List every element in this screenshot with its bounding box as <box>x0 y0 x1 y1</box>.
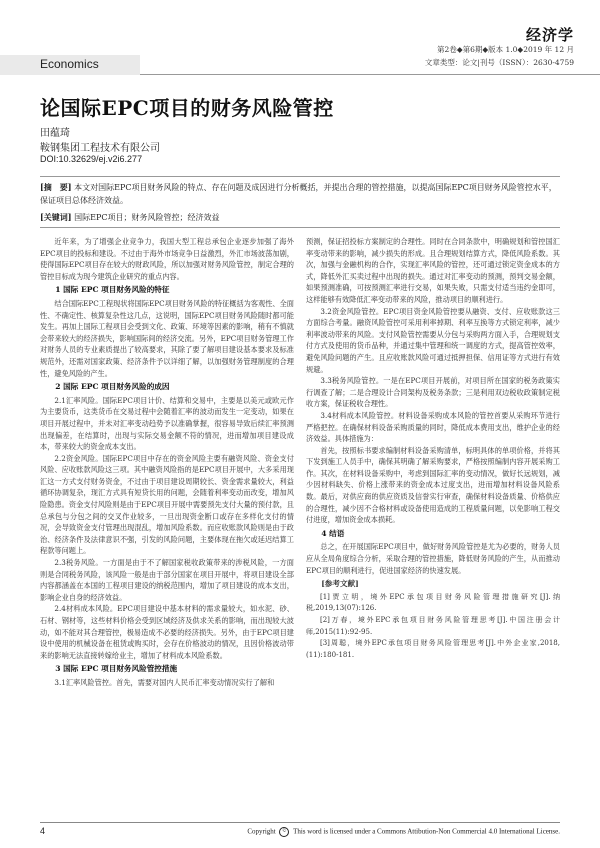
copyright-text: This word is licensed under a Commons Attibution-Non Commercial 4.0 International License. <box>293 827 560 836</box>
article-code-line: 文章类型：论文|刊号（ISSN）：2630-4759 <box>424 58 574 67</box>
section-heading-1: 1 国际 EPC 项目财务风险的特征 <box>55 285 170 295</box>
header-rule <box>140 74 600 75</box>
author-affiliation: 鞍钢集团工程技术有限公司 <box>40 143 160 154</box>
footer-rule <box>40 822 560 823</box>
abstract <box>40 181 560 207</box>
reference-item: [1]贾立明，境外EPC承包项目财务风险管理措施研究[J].纳税,2019,13(07):126. <box>306 592 560 613</box>
section-heading-4: 4 结语 <box>321 528 345 538</box>
paragraph: 结合国际EPC工程现状将国际EPC项目财务风险的特征概括为客观性、全面性、不确定性、核算复杂性这几点，这说明，国际EPC项目财务风险随时都可能发生。再加上国际工程项目会受到文化、政策、环境等因素的影响，稍有不慎就会带来较大的经济损失，影响国际间的经济交流。另外，EPC项目财务管理工作对财务人员的专业素质提出了较高要求，其除了要了解项目建设基本要求及标准规范外，还需对国家政策、经济条件予以详细了解，以加强财务管理制度的合理性，避免风险的产生。 <box>40 298 294 378</box>
paragraph: 2.4材料成本风险。EPC项目建设中基本材料的需求量较大，如水泥、砂、石材、钢材等，这些材料价格会受到区域经济及供求关系的影响，而出现较大波动，如不能对其合理管控，极易造成不必要的经济损失。另外，由于EPC项目建设中使用的机械设备在租赁或购买时，会存在价格波动的情况，且因价格波动带来的影响无法直接转嫁给业主，增加了材料成本风险系数。 <box>40 604 294 660</box>
page-header <box>0 0 600 75</box>
section-heading-2: 2 国际 EPC 项目财务风险的成因 <box>55 382 170 392</box>
reference-item: [2]万春，境外EPC承包项目财务风险管理思考[J].中国注册会计师,2015(11):92-95. <box>306 616 560 636</box>
paragraph: 3.2资金风险管控。EPC项目资金风险管控要从融资、支付、应收账款这三方面综合考量。融资风险管控可采用利率掉期、利率互换等方式锁定利率，减少利率波动带来的风险。支付风险管控需要从分包与采购两方面入手，合理规划支付方式及使用的货币品种，并通过集中管理和统一调度的方式，提高管控效率，避免风险问题的产生。且应收账款风险可通过抵押担保、信用证等方式进行有效规避。 <box>306 306 560 374</box>
abstract-text: 本文对国际EPC项目财务风险的特点、存在问题及成因进行分析概括，并提出合理的管控措施，以提高国际EPC项目财务风险管控水平，保证项目总体经济效益。 <box>40 183 557 205</box>
paragraph: 3.1汇率风险管控。首先，需要对国内人民币汇率变动情况实行了解和 <box>54 677 275 687</box>
keywords <box>40 212 560 223</box>
body-column-right <box>306 236 560 661</box>
paragraph: 2.3税务风险。一方面是由于不了解国家税收政策带来的涉税风险，一方面则是合同税务风险，该风险一般是由于部分国家在项目开展中，将项目建设全部内容都涵盖在本国的工程项目建设的纳税范围内，增加了项目建设的成本支出，影响企业自身的经济效益。 <box>40 558 294 602</box>
keywords-label: [关键词] <box>40 212 72 222</box>
abstract-label: [摘 要] <box>40 182 72 192</box>
intro-paragraph: 近年来，为了增强企业竞争力，我国大型工程总承包企业逐步加强了海外EPC项目的投标和建设。不过由于海外市场竞争日益激烈，外汇市场波荡加剧，使得国际EPC项目存在较大的财政风险，所以加强对财务风险管控，制定合理的管控目标成为现今建筑企业研究的重点内容。 <box>40 237 294 281</box>
paragraph: 3.4材料成本风险管控。材料设备采购成本风险的管控首要从采购环节进行严格把控。在确保材料设备采购质量的同时，降低成本费用支出，维护企业的经济效益。具体措施为： <box>306 410 560 444</box>
references-heading: [参考文献] <box>321 579 359 589</box>
section-heading-3: 3 国际 EPC 项目财务风险管控措施 <box>55 664 178 674</box>
article-title: 论国际EPC项目的财务风险管控 <box>40 96 334 120</box>
issue-line: 第2卷◆第6期◆版本 1.0◆2019 年 12 月 <box>437 45 574 54</box>
paragraph: 总之，在开展国际EPC项目中，做好财务风险管控是尤为必要的，财务人员应从全局角度综合分析，采取合理的管控措施，降低财务风险的产生，从而推动EPC项目的顺利进行，促进国家经济的快速发展。 <box>306 542 560 575</box>
cc-icon: © <box>279 827 289 837</box>
author-name: 田蕴琦 <box>40 128 70 139</box>
abstract-bottom-rule <box>40 227 560 228</box>
journal-name: 经济学 <box>525 26 574 44</box>
paragraph: 预测，保证招投标方案制定的合理性。同时在合同条款中，明确规划和管控国汇率变动带来的影响，减少损失的形成。且合理规划结算方式，降低风险系数。其次，加强与金融机构的合作，实现汇率风险的管控，还可通过锁定资金成本的方式，降低外汇买卖过程中出现的损失。通过对汇率变动的预测，预判交易金额，如果预测准确，可按预测汇率进行交易，如果失败，只需支付适当违约金即可，这样能够有效降低汇率变动带来的风险，推动项目的顺利进行。 <box>306 237 560 304</box>
paragraph: 首先，按照标书要求编制材料设备采购清单，标明具体的单项价格，并将其下发到施工人员手中，确保其明确了解采购要求，严格按照编制内容开展采购工作。其次，在材料设备采购中，考虑到国际汇率的变动情况，做好长远规划，减少因材料缺失、价格上涨带来的资金成本过度支出，进而增加材料设备风险系数。最后，对供应商的供应资质及信誉实行审查，确保材料设备质量、价格供应的合理性，减少因不合格材料或设备使用造成的工程质量问题，以免影响工程交付进度，增加资金成本损耗。 <box>306 445 560 525</box>
body-column-left <box>40 236 294 689</box>
paragraph: 2.2资金风险。国际EPC项目中存在的资金风险主要有融资风险、资金支付风险、应收账款风险这三项。其中融资风险指的是EPC项目开展中，大多采用现汇这一方式支付财务资金，不过由于项目建设周期较长、资金需求量较大，利益循环协调复杂，现汇方式具有短贷长用的问题，会随着利率变动而改变，增加风险隐患。资金支付风险则是由于EPC项目开展中需要预先支付大量的预付款，且总承包与分包之间的交叉作业较多，一旦出现资金断口或存在多样化支付的情况，会导致资金支付管理出现混乱，增加风险系数。而应收账款风险则是由于政治、经济条件及法律意识不强，引发的风险问题，主要体现在拖欠或延迟结算工程款等问题上。 <box>40 453 294 556</box>
abstract-top-rule <box>40 176 560 177</box>
page-number: 4 <box>40 826 46 836</box>
section-tab-label: Economics <box>40 57 99 71</box>
paragraph: 2.1汇率风险。国际EPC项目计价、结算和交易中，主要是以美元或欧元作为主要货币，这类货币在交易过程中会随着汇率的波动而发生一定变动，如果在项目开展过程中，并未对汇率变动趋势予以准确掌握，很容易导致后续汇率预测出现偏差，在结算时，出现与实际交易金额不符的情况，进而增加项目建设成本，带来较大的资金成本支出。 <box>40 395 294 452</box>
section-tab <box>0 55 140 75</box>
paragraph: 3.3税务风险管控。一是在EPC项目开展前，对项目所在国家的税务政策实行调查了解；二是合理设计合同架构及税务条款；三是利用双边税收政策制定税收方案，保证税收合理性。 <box>306 376 560 409</box>
copyright-notice <box>247 827 560 837</box>
reference-item: [3]周聪，境外EPC承包项目财务风险管理思考[J].中外企业家,2018,(11):180-181. <box>306 639 560 659</box>
copyright-label: Copyright <box>247 827 276 836</box>
doi: DOI:10.32629/ej.v2i6.277 <box>40 154 143 164</box>
keywords-text: 国际EPC项目；财务风险管控；经济效益 <box>74 213 220 222</box>
